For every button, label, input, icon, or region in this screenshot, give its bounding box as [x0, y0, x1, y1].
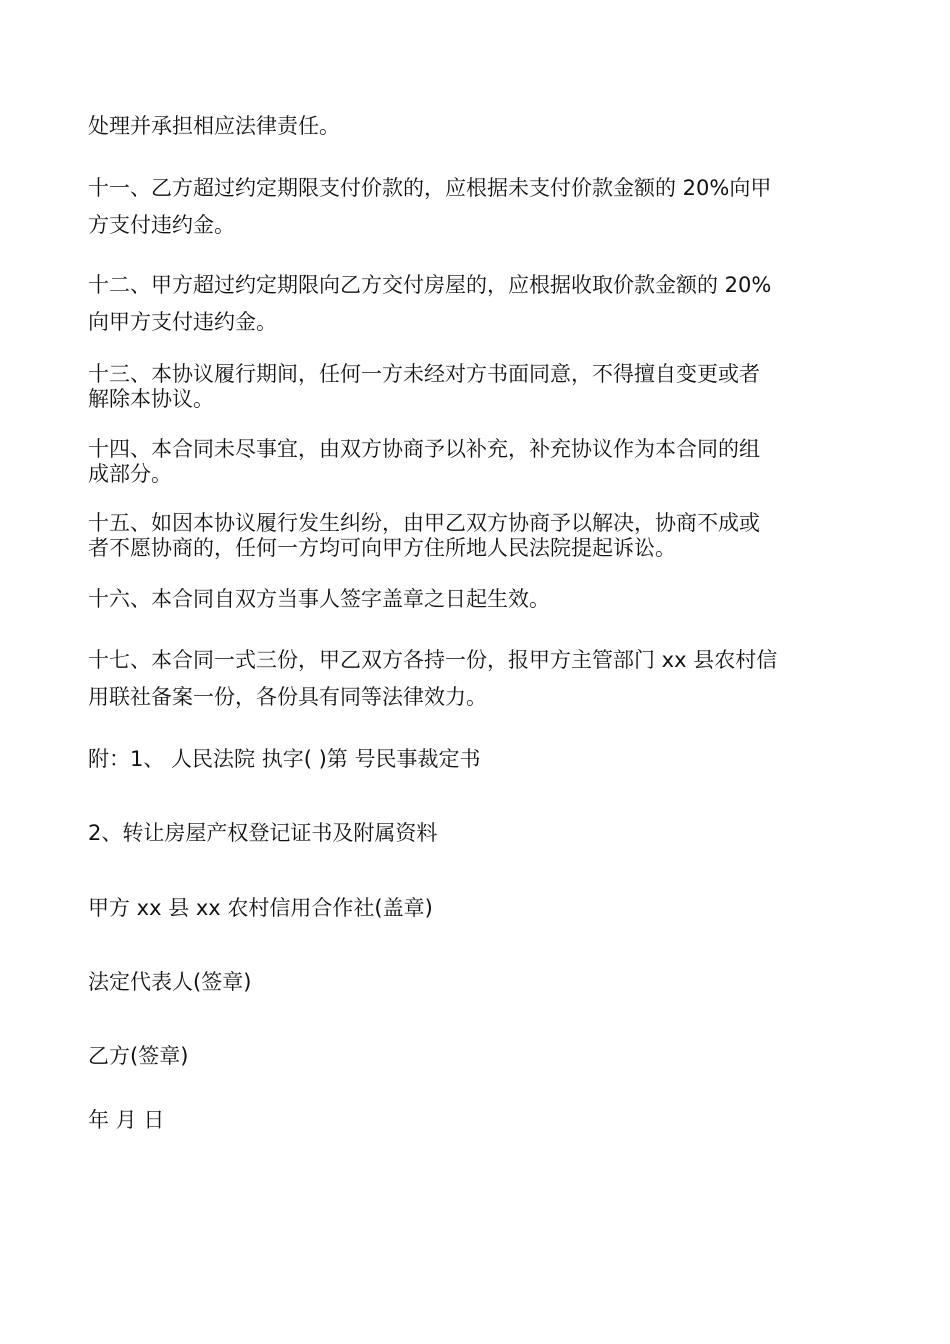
party-a-signature: 甲方 xx 县 xx 农村信用合作社(盖章)	[88, 896, 433, 920]
clause-17	[88, 650, 878, 708]
text-line: 者不愿协商的，任何一方均可向甲方住所地人民法院提起诉讼。	[88, 536, 676, 560]
text-line: 方支付违约金。	[88, 213, 235, 237]
paragraph-continuation	[88, 116, 878, 137]
clause-14	[88, 439, 878, 485]
text-line: 用联社备案一份，各份具有同等法律效力。	[88, 685, 487, 709]
attachment-2: 2、转让房屋产权登记证书及附属资料	[88, 821, 438, 845]
text-line: 十四、本合同未尽事宜，由双方协商予以补充，补充协议作为本合同的组	[88, 437, 760, 461]
text-line: 解除本协议。	[88, 387, 214, 411]
text-line: 十七、本合同一式三份，甲乙双方各持一份，报甲方主管部门 xx 县农村信	[88, 648, 778, 672]
text-line: 向甲方支付违约金。	[88, 310, 277, 334]
clause-15	[88, 513, 878, 559]
text-line: 十三、本协议履行期间，任何一方未经对方书面同意，不得擅自变更或者	[88, 362, 760, 386]
clause-13	[88, 364, 878, 410]
date-line: 年 月 日	[88, 1108, 165, 1132]
text-line: 成部分。	[88, 462, 172, 486]
party-b-signature: 乙方(签章)	[88, 1044, 189, 1068]
clause-11	[88, 178, 878, 236]
legal-representative-signature: 法定代表人(签章)	[88, 970, 252, 994]
text-line: 十二、甲方超过约定期限向乙方交付房屋的，应根据收取价款金额的 20%	[88, 273, 772, 297]
text-line: 十五、如因本协议履行发生纠纷，由甲乙双方协商予以解决，协商不成或	[88, 511, 760, 535]
clause-16: 十六、本合同自双方当事人签字盖章之日起生效。	[88, 587, 550, 611]
clause-12	[88, 275, 878, 333]
text-line: 十一、乙方超过约定期限支付价款的，应根据未支付价款金额的 20%向甲	[88, 176, 772, 200]
text-line: 处理并承担相应法律责任。	[88, 114, 340, 138]
attachment-1: 附：1、 人民法院 执字( )第 号民事裁定书	[88, 747, 481, 771]
